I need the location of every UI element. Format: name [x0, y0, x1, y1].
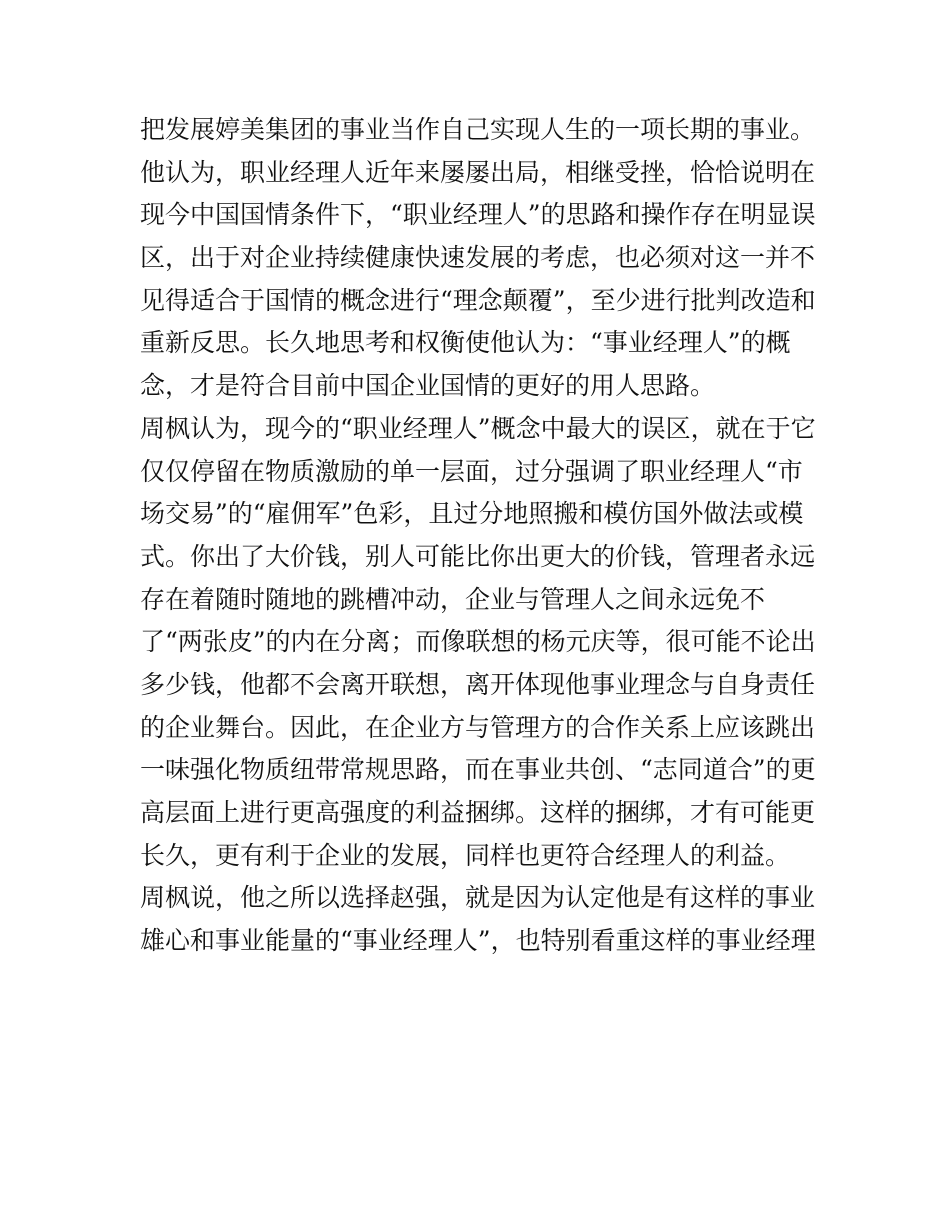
text-line: 周枫认为，现今的“职业经理人”概念中最大的误区，就在于它 — [140, 413, 816, 443]
text-line: 长久，更有利于企业的发展，同样也更符合经理人的利益。 — [140, 840, 791, 870]
text-line: 一味强化物质纽带常规思路，而在事业共创、“志同道合”的更 — [140, 755, 816, 785]
text-line: 他认为，职业经理人近年来屡屡出局，相继受挫，恰恰说明在 — [140, 157, 816, 187]
text-line: 式。你出了大价钱，别人可能比你出更大的价钱，管理者永远 — [140, 541, 816, 571]
text-line: 多少钱，他都不会离开联想，离开体现他事业理念与自身责任 — [140, 669, 816, 699]
text-line: 把发展婷美集团的事业当作自己实现人生的一项长期的事业。 — [140, 115, 816, 144]
text-line: 了“两张皮”的内在分离；而像联想的杨元庆等，很可能不论出 — [140, 627, 816, 657]
text-line: 念，才是符合目前中国企业国情的更好的用人思路。 — [140, 371, 716, 401]
text-line: 见得适合于国情的概念进行“理念颠覆”，至少进行批判改造和 — [140, 285, 816, 315]
text-line: 雄心和事业能量的“事业经理人”，也特别看重这样的事业经理 — [140, 926, 816, 956]
text-line: 存在着随时随地的跳槽冲动，企业与管理人之间永远免不 — [140, 584, 766, 614]
text-line: 的企业舞台。因此，在企业方与管理方的合作关系上应该跳出 — [140, 712, 816, 742]
text-line: 现今中国国情条件下，“职业经理人”的思路和操作存在明显误 — [140, 200, 816, 230]
text-line: 高层面上进行更高强度的利益捆绑。这样的捆绑，才有可能更 — [140, 798, 816, 827]
text-line: 重新反思。长久地思考和权衡使他认为：“事业经理人”的概 — [140, 328, 791, 358]
body-text — [140, 109, 820, 963]
text-line: 场交易”的“雇佣军”色彩，且过分地照搬和模仿国外做法或模 — [140, 499, 804, 529]
text-line: 仅仅停留在物质激励的单一层面，过分强调了职业经理人“市 — [140, 456, 803, 486]
text-line: 区，出于对企业持续健康快速发展的考虑，也必须对这一并不 — [140, 243, 816, 273]
text-line: 周枫说，他之所以选择赵强，就是因为认定他是有这样的事业 — [140, 883, 816, 913]
